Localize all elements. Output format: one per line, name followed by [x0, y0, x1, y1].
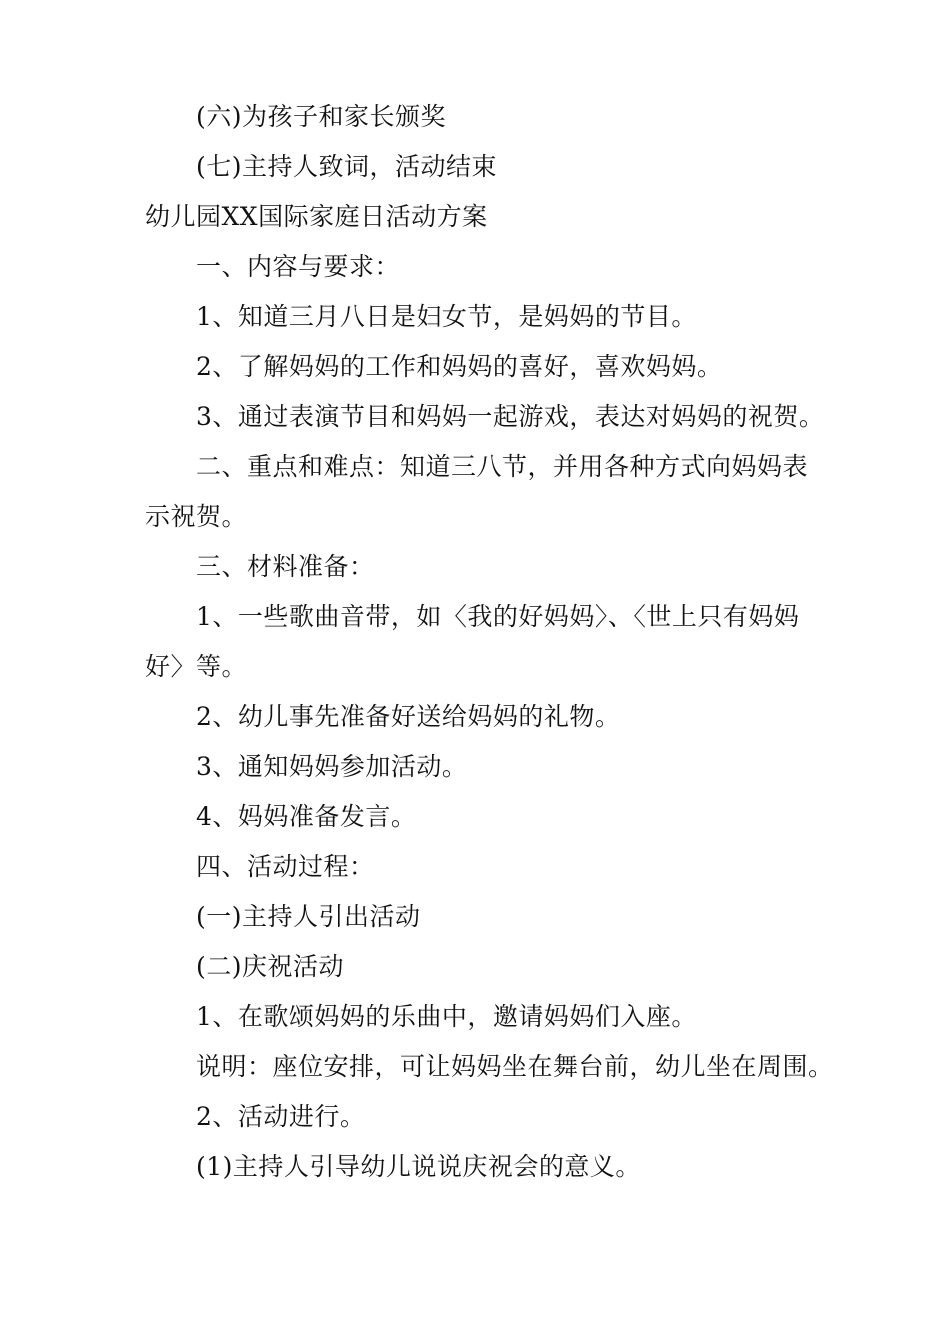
material-item-1-continued: 好〉等。	[145, 652, 248, 681]
section-heading-3: 三、材料准备：	[196, 552, 375, 581]
closing-item-7: (七)主持人致词，活动结束	[196, 152, 498, 181]
section-heading-1: 一、内容与要求：	[196, 252, 401, 281]
requirement-item-3: 3、通过表演节目和妈妈一起游戏，表达对妈妈的祝贺。	[196, 402, 825, 431]
process-item-2: (二)庆祝活动	[196, 952, 345, 981]
material-item-3: 3、通知妈妈参加活动。	[196, 752, 468, 781]
section-heading-4: 四、活动过程：	[196, 852, 375, 881]
celebration-step-1: 1、在歌颂妈妈的乐曲中，邀请妈妈们入座。	[196, 1002, 697, 1031]
requirement-item-1: 1、知道三月八日是妇女节，是妈妈的节目。	[196, 302, 697, 331]
requirement-item-2: 2、了解妈妈的工作和妈妈的喜好，喜欢妈妈。	[196, 352, 723, 381]
section-heading-2-continued: 示祝贺。	[145, 502, 248, 531]
document-title: 幼儿园XX国际家庭日活动方案	[145, 202, 488, 231]
material-item-4: 4、妈妈准备发言。	[196, 802, 417, 831]
section-heading-2: 二、重点和难点：知道三八节，并用各种方式向妈妈表	[196, 452, 809, 481]
material-item-1: 1、一些歌曲音带，如〈我的好妈妈〉、〈世上只有妈妈	[196, 602, 800, 631]
celebration-step-2: 2、活动进行。	[196, 1102, 366, 1131]
seating-note: 说明：座位安排，可让妈妈坐在舞台前，幼儿坐在周围。	[196, 1052, 834, 1081]
award-item-6: (六)为孩子和家长颁奖	[196, 102, 447, 131]
process-item-1: (一)主持人引出活动	[196, 902, 421, 931]
material-item-2: 2、幼儿事先准备好送给妈妈的礼物。	[196, 702, 621, 731]
celebration-substep-1: (1)主持人引导幼儿说说庆祝会的意义。	[196, 1152, 641, 1181]
